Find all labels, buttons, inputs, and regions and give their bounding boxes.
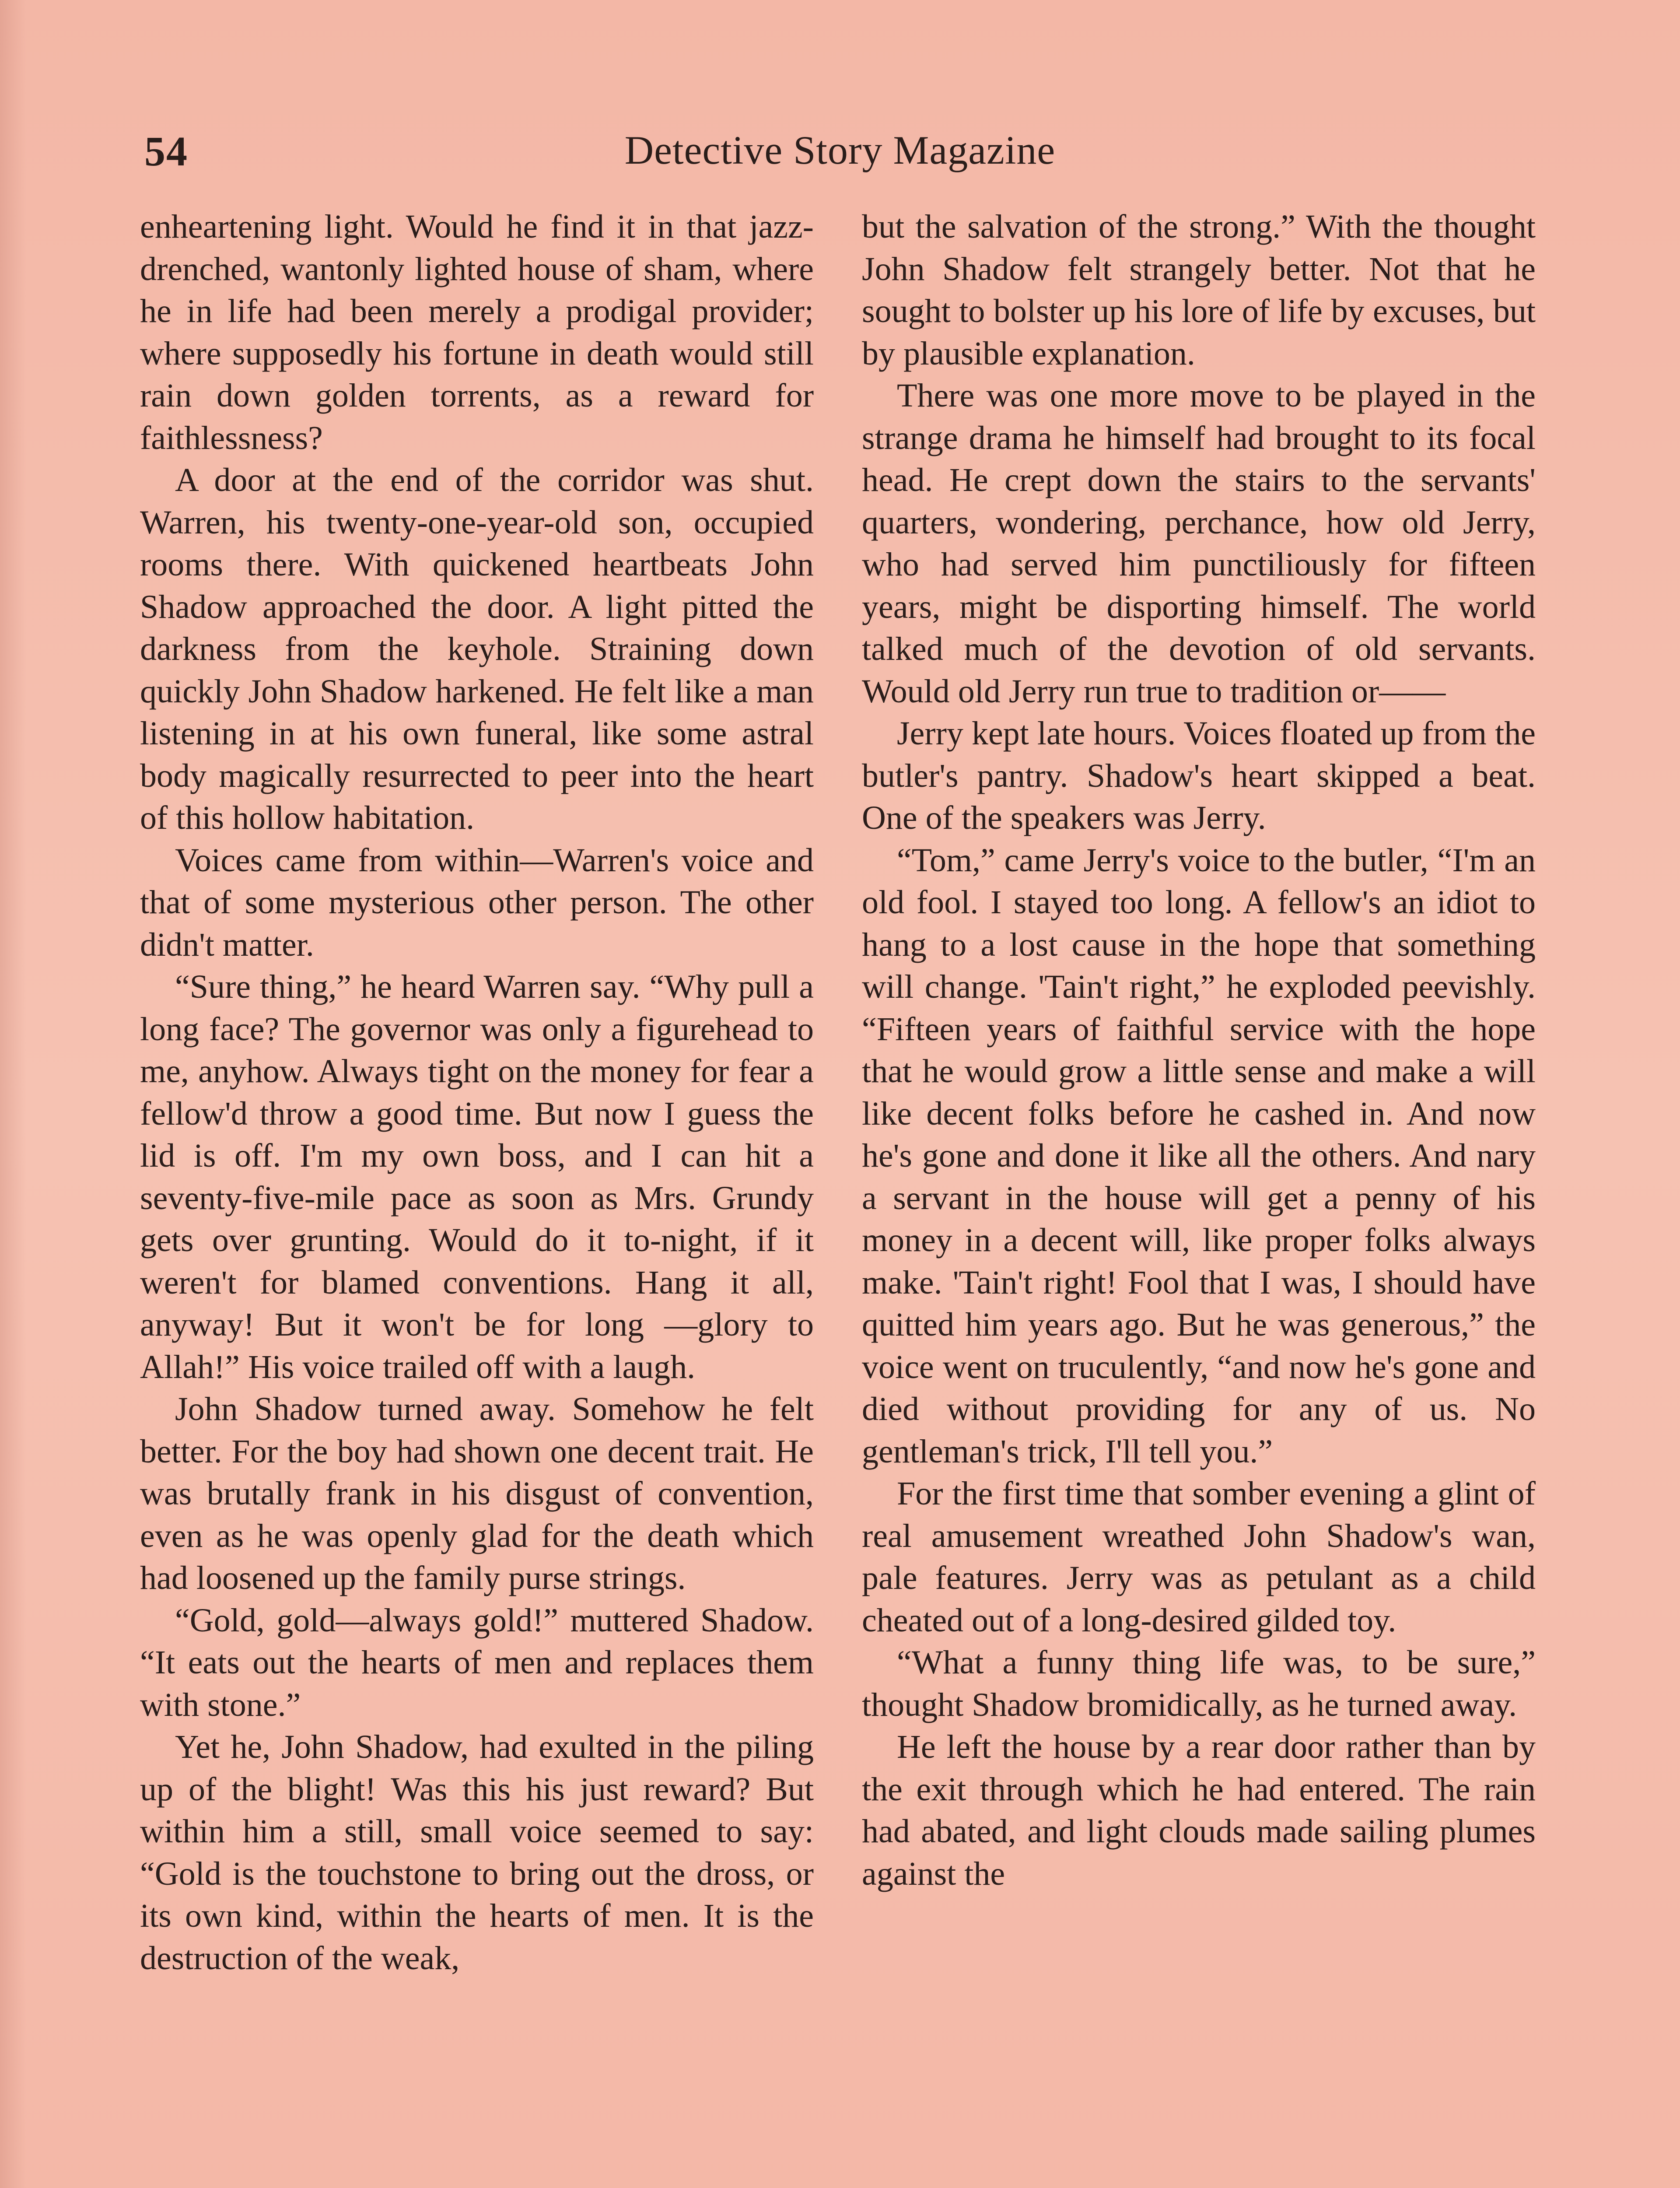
right-column xyxy=(862,206,1536,2188)
paragraph: Voices came from within—Warren's voice and that of some mysterious other person. The other didn't matter. xyxy=(140,842,814,963)
paragraph: “Tom,” came Jerry's voice to the butler, “I'm an old fool. I stayed too long. A fellow's an idiot to hang to a lost cause in the hope that something will change. 'Tain't right,” he exploded peevishly. “Fifteen years of faithful service with the hope that he would grow a little sense and make a will like decent folks before he cashed in. And now he's gone and done it like all the others. And nary a servant in the house will get a penny of his money in a decent will, like proper folks always make. 'Tain't right! Fool that I was, I should have quitted him years ago. But he was generous,” the voice went on truculently, “and now he's gone and died without providing for any of us. No gentleman's trick, I'll tell you.” xyxy=(862,842,1536,1470)
page-number: 54 xyxy=(144,128,188,175)
page-header xyxy=(144,127,1536,193)
paragraph: For the first time that somber evening a glint of real amusement wreathed John Shadow's wan, pale features. Jerry was as petulant as a child cheated out of a long-desired gilded toy. xyxy=(862,1475,1536,1639)
paragraph: “Gold, gold—always gold!” muttered Shadow. “It eats out the hearts of men and replaces them with stone.” xyxy=(140,1602,814,1723)
left-column xyxy=(140,206,814,2188)
paragraph: “Sure thing,” he heard Warren say. “Why pull a long face? The governor was only a figurehead to me, anyhow. Always tight on the money for fear a fellow'd throw a good time. But now I guess the lid is off. I'm my own boss, and I can hit a seventy-five-mile pace as soon as Mrs. Grundy gets over grunting. Would do it to-night, if it weren't for blamed conventions. Hang it all, anyway! But it won't be for long —glory to Allah!” His voice trailed off with a laugh. xyxy=(140,968,814,1385)
article-body xyxy=(140,206,1536,2188)
paragraph: There was one more move to be played in the strange drama he himself had brought to its focal head. He crept down the stairs to the servants' quarters, wondering, perchance, how old Jerry, who had served him punctiliously for fifteen years, might be disporting himself. The world talked much of the devotion of old servants. Would old Jerry run true to tradition or—— xyxy=(862,377,1536,710)
paragraph: A door at the end of the corridor was shut. Warren, his twenty-one-year-old son, occupied rooms there. With quickened heartbeats John Shadow approached the door. A light pitted the darkness from the keyhole. Straining down quickly John Shadow harkened. He felt like a man listening in at his own funeral, like some astral body magically resurrected to peer into the heart of this hollow habitation. xyxy=(140,462,814,836)
paragraph: but the salvation of the strong.” With the thought John Shadow felt strangely better. Not that he sought to bolster up his lore of life by excuses, but by plausible explanation. xyxy=(862,208,1536,372)
paragraph: Jerry kept late hours. Voices floated up from the butler's pantry. Shadow's heart skipped a beat. One of the speakers was Jerry. xyxy=(862,715,1536,836)
paragraph: John Shadow turned away. Somehow he felt better. For the boy had shown one decent trait. He was brutally frank in his disgust of convention, even as he was openly glad for the death which had loosened up the family purse strings. xyxy=(140,1391,814,1596)
paragraph: “What a funny thing life was, to be sure,” thought Shadow bromidically, as he turned away. xyxy=(862,1644,1536,1723)
paragraph: Yet he, John Shadow, had exulted in the piling up of the blight! Was this his just reward? But within him a still, small voice seemed to say: “Gold is the touchstone to bring out the dross, or its own kind, within the hearts of men. It is the destruction of the weak, xyxy=(140,1729,814,1977)
paragraph: He left the house by a rear door rather than by the exit through which he had entered. The rain had abated, and light clouds made sailing plumes against the xyxy=(862,1729,1536,1892)
paper-edge xyxy=(0,0,26,2188)
paragraph: enheartening light. Would he find it in that jazz-drenched, wantonly lighted house of sham, where he in life had been merely a prodigal provider; where supposedly his fortune in death would still rain down golden torrents, as a reward for faithlessness? xyxy=(140,208,814,456)
magazine-title: Detective Story Magazine xyxy=(624,128,1056,172)
